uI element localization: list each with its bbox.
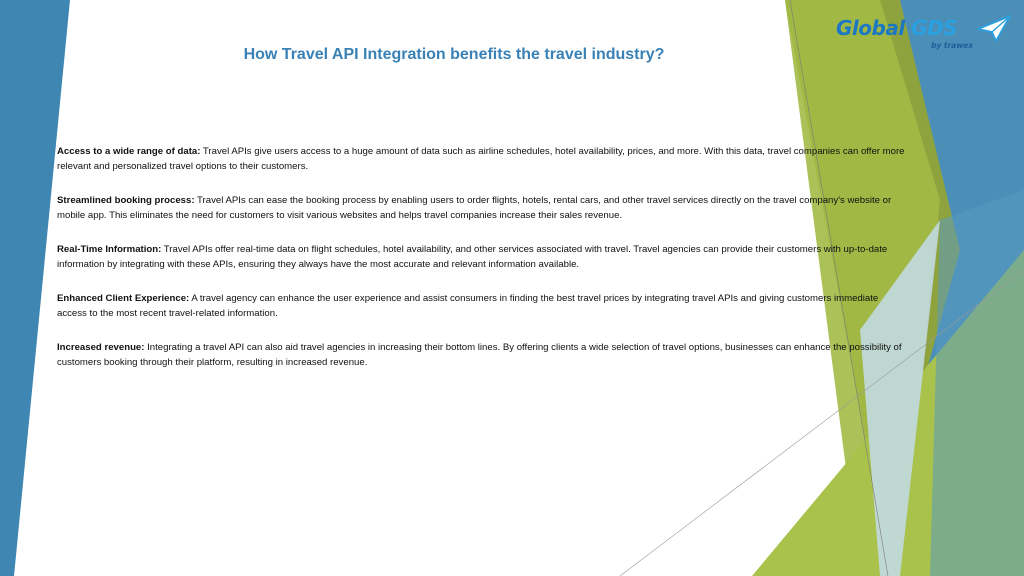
- logo-brand-accent: GDS: [911, 16, 958, 40]
- paragraph-real-time-information: [57, 242, 909, 272]
- paragraph-enhanced-client-experience: [57, 291, 909, 321]
- slide-body: [57, 144, 909, 389]
- paper-plane-icon: [976, 15, 1012, 43]
- paragraph-heading: Enhanced Client Experience:: [57, 293, 190, 304]
- paragraph-text: Travel APIs give users access to a huge amount of data such as airline schedules, hotel availability, prices, and more. With this data, travel companies can offer more relevant and personalized travel options to their customers.: [57, 146, 905, 172]
- paragraph-streamlined-booking: [57, 193, 909, 223]
- paragraph-heading: Access to a wide range of data:: [57, 146, 201, 157]
- logo-brand-main: Global: [836, 16, 912, 40]
- paragraph-access-to-data: [57, 144, 909, 174]
- paragraph-increased-revenue: [57, 340, 909, 370]
- slide-title: How Travel API Integration benefits the travel industry?: [243, 46, 665, 63]
- paragraph-text: Travel APIs can ease the booking process by enabling users to order flights, hotels, rental cars, and other travel services directly on the travel company's website or mobile app. This eliminates the need for customers to visit various websites and helps travel companies increase their sales revenue.: [57, 195, 892, 221]
- paragraph-heading: Real-Time Information:: [57, 244, 162, 255]
- logo-wordmark: [836, 16, 957, 40]
- paragraph-text: A travel agency can enhance the user experience and assist consumers in finding the best travel prices by integrating travel APIs and giving customers immediate access to the most recent travel-related information.: [57, 293, 879, 319]
- paragraph-heading: Increased revenue:: [57, 342, 145, 353]
- paragraph-text: Integrating a travel API can also aid travel agencies in increasing their bottom lines. By offering clients a wide selection of travel options, businesses can enhance the possibility of customers booking through their platform, resulting in increased revenue.: [57, 342, 902, 368]
- right-teal-overlap: [930, 190, 1024, 576]
- paragraph-text: Travel APIs offer real-time data on flight schedules, hotel availability, and other services associated with travel. Travel agencies can provide their customers with up-to-date information by integrating with these APIs, ensuring they always have the most accurate and relevant information available.: [57, 244, 888, 270]
- logo-tagline: by trawex: [931, 41, 974, 50]
- paragraph-heading: Streamlined booking process:: [57, 195, 195, 206]
